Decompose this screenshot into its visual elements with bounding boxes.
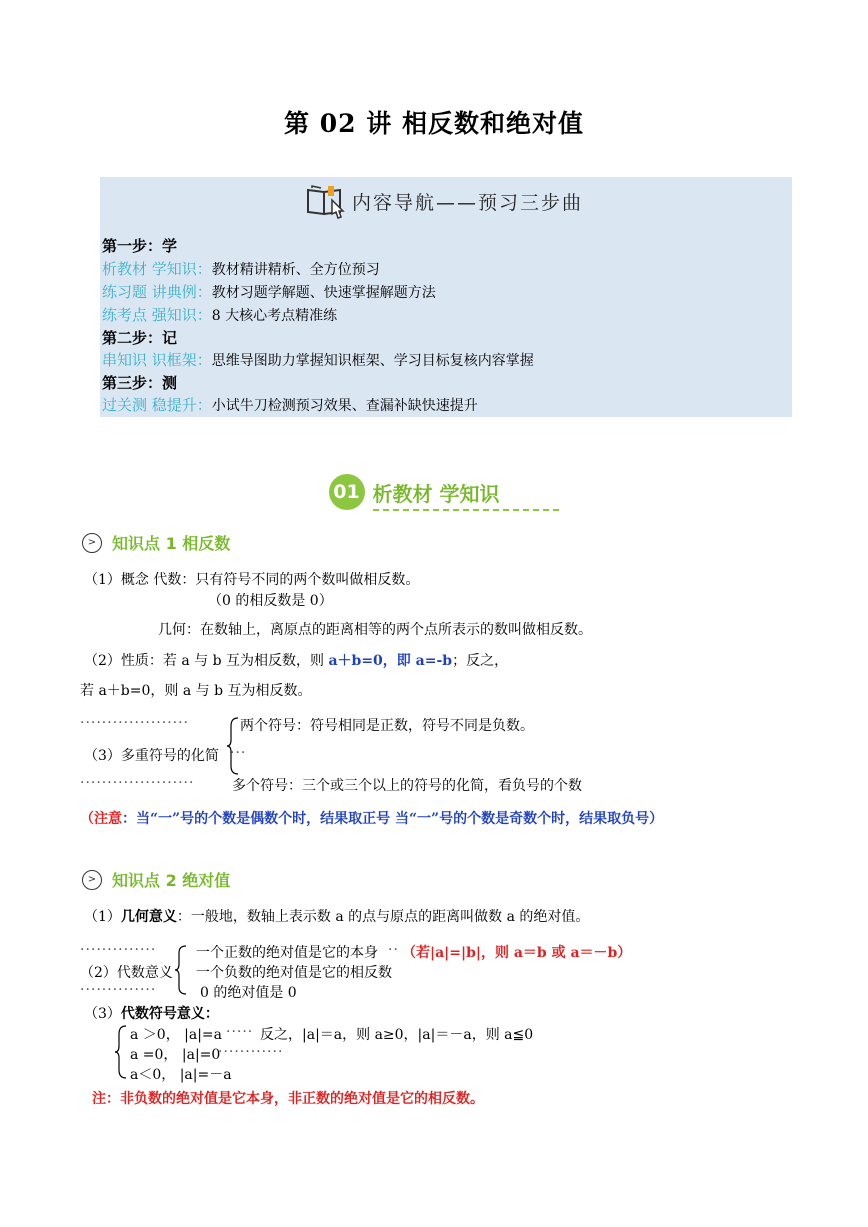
- kp2-algebraic-meaning: （2）代数意义: [80, 965, 173, 981]
- kp2-case-converse: 反之，|a|＝a，则 a≥0，|a|＝－a，则 a≦0: [260, 1027, 534, 1043]
- kp1-property: （2）性质：若 a 与 b 互为相反数，则 a＋b=0，即 a=-b；反之，: [84, 653, 509, 669]
- kp1-multi-sign-simplify: （3）多重符号的化简: [84, 748, 219, 764]
- section-underline: [373, 509, 559, 511]
- section-number-badge: 01: [329, 474, 365, 510]
- nav-row-4: 串知识 识框架：思维导图助力掌握知识框架、学习目标复核内容掌握: [102, 351, 534, 369]
- nav-step-2: 第二步：记: [102, 329, 178, 347]
- nav-step-3: 第三步：测: [102, 374, 178, 392]
- kp2-heading: > 知识点 2 绝对值: [82, 868, 230, 891]
- nav-step-1: 第一步：学: [102, 237, 178, 255]
- kp2-dots-4: ·····: [226, 1024, 254, 1040]
- kp2-dots-2: ··: [388, 942, 399, 958]
- kp1-definition-algebra: （1）概念 代数：只有符号不同的两个数叫做相反数。: [84, 572, 420, 588]
- section-01-header: [0, 474, 868, 510]
- kp2-dots-1: ··············: [80, 942, 157, 958]
- nav-heading: 内容导航——预习三步曲: [304, 181, 583, 221]
- kp1-note: （注意：当“一”号的个数是偶数个时，结果取正号 当“一”号的个数是奇数个时，结果取负号）: [80, 811, 664, 827]
- nav-row-3: 练考点 强知识：8 大核心考点精准练: [102, 306, 338, 324]
- kp2-case-zero: a =0， |a|=0: [130, 1047, 221, 1063]
- nav-row-2: 练习题 讲典例：教材习题学解题、快速掌握解题方法: [102, 283, 436, 301]
- kp2-equal-abs-rule: （若|a|=|b|，则 a＝b 或 a＝－b）: [402, 945, 632, 961]
- brace-icon: [174, 944, 188, 996]
- kp2-note: 注：非负数的绝对值是它本身，非正数的绝对值是它的相反数。: [92, 1091, 484, 1107]
- nav-row-1: 析教材 学知识：教材精讲精析、全方位预习: [102, 260, 380, 278]
- kp1-dots-1: ····················: [80, 715, 190, 731]
- kp2-dots-5: ············: [218, 1044, 284, 1060]
- kp2-dots-3: ··············: [80, 982, 157, 998]
- kp1-definition-geometry: 几何：在数轴上，离原点的距离相等的两个点所表示的数叫做相反数。: [158, 622, 592, 638]
- arrow-circle-icon: >: [82, 533, 102, 553]
- kp2-case-positive: a ＞0， |a|=a: [130, 1027, 223, 1043]
- kp2-geometric-meaning: （1）几何意义：一般地，数轴上表示数 a 的点与原点的距离叫做数 a 的绝对值。: [84, 909, 590, 925]
- kp1-two-signs: 两个符号：符号相同是正数，符号不同是负数。: [240, 718, 534, 734]
- content-navigation-box: [100, 177, 792, 417]
- nav-row-5: 过关测 稳提升：小试牛刀检测预习效果、查漏补缺快速提升: [102, 396, 478, 414]
- kp1-heading: > 知识点 1 相反数: [82, 531, 230, 554]
- kp2-positive-abs: 一个正数的绝对值是它的本身: [196, 945, 378, 961]
- book-pointer-icon: [304, 182, 348, 220]
- kp1-dots-2: ···: [230, 745, 247, 761]
- kp2-symbol-meaning: （3）代数符号意义：: [84, 1006, 219, 1022]
- kp1-property-converse: 若 a＋b=0，则 a 与 b 互为相反数。: [80, 683, 312, 699]
- kp2-zero-abs: 0 的绝对值是 0: [200, 985, 297, 1001]
- kp1-many-signs: 多个符号：三个或三个以上的符号的化简，看负号的个数: [232, 778, 582, 794]
- kp1-dots-3: ·····················: [80, 775, 195, 791]
- brace-icon: [114, 1024, 128, 1080]
- kp2-negative-abs: 一个负数的绝对值是它的相反数: [196, 965, 392, 981]
- page-title: 第 02 讲 相反数和绝对值: [284, 109, 584, 138]
- kp1-zero-note: （0 的相反数是 0）: [208, 593, 333, 609]
- section-label: 析教材 学知识: [372, 481, 500, 506]
- arrow-circle-icon: >: [82, 870, 102, 890]
- kp2-case-negative: a＜0， |a|=－a: [130, 1067, 232, 1083]
